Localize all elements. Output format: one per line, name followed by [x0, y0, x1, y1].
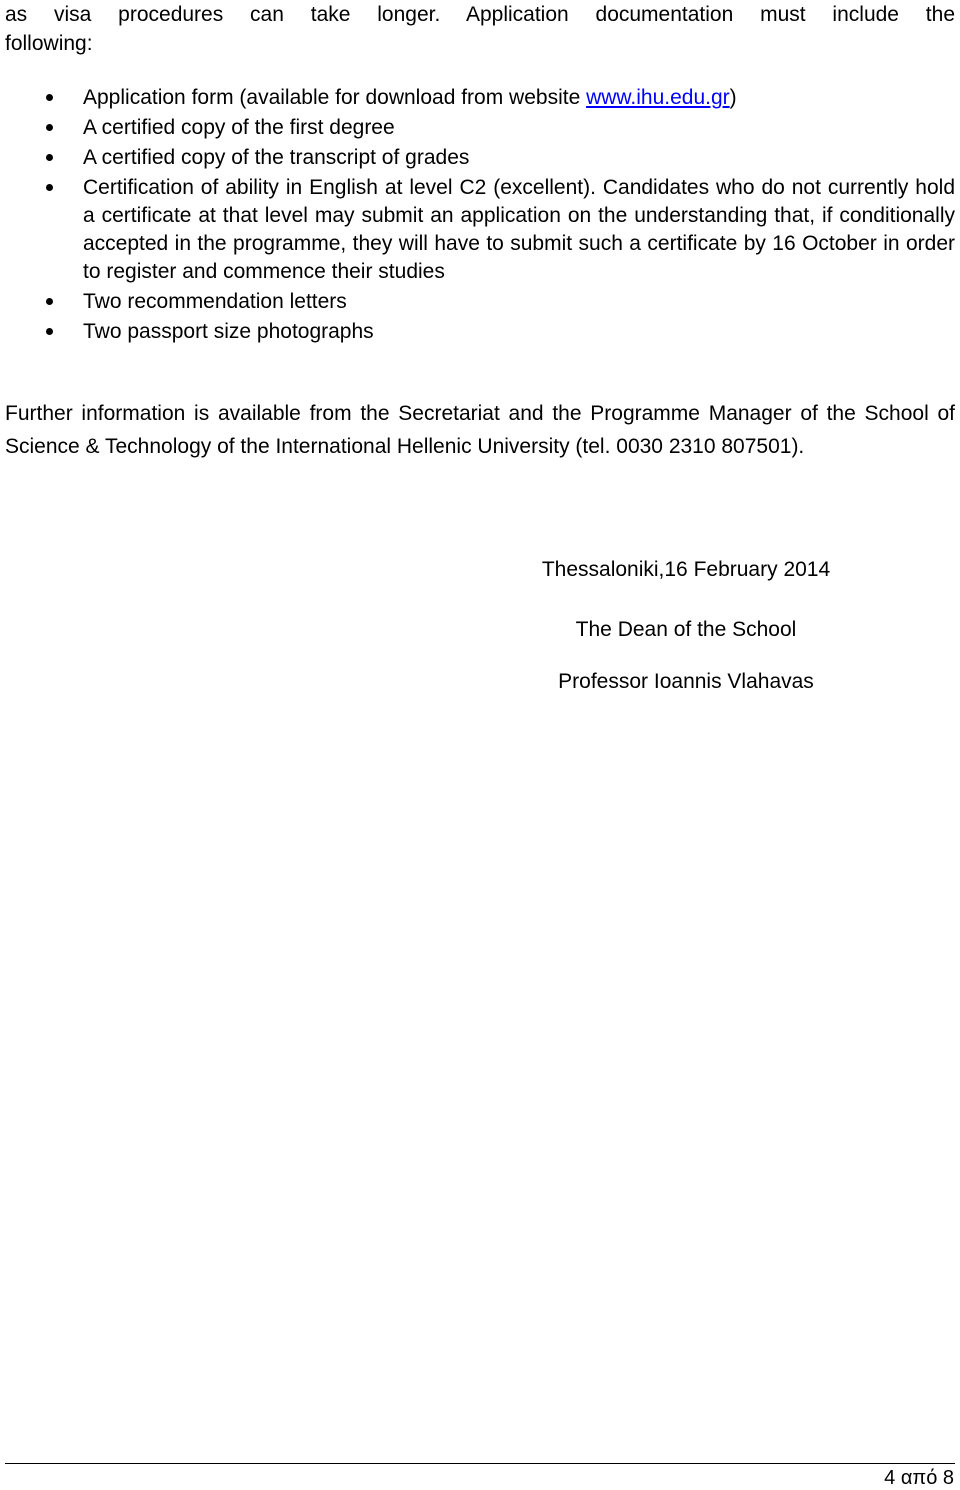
list-item — [0, 114, 960, 142]
list-item — [0, 288, 960, 316]
requirement-text: A certified copy of the first degree — [83, 116, 395, 139]
bullet-icon — [46, 184, 53, 191]
requirements-list — [0, 84, 960, 348]
list-item — [0, 84, 960, 112]
bullet-icon — [46, 154, 53, 161]
intro-line-1: as visa procedures can take longer. Application documentation must include the — [5, 3, 955, 26]
list-item — [0, 144, 960, 172]
bullet-icon — [46, 124, 53, 131]
page-number: 4 από 8 — [884, 1467, 954, 1489]
further-info-paragraph: Further information is available from the Secretariat and the Programme Manager of the School of Science & Technology of the International Hellenic University (tel. 0030 2310 807501). — [5, 402, 955, 458]
requirement-text: A certified copy of the transcript of grades — [83, 146, 470, 169]
requirement-text: Certification of ability in English at level C2 (excellent). Candidates who do not currently hold a certificate at that level may submit an application on the understanding that, if conditionally accepted in the programme, they will have to submit such a certificate by 16 October in order to register and commence their studies — [83, 176, 955, 283]
signature-name: Professor Ioannis Vlahavas — [558, 670, 814, 693]
bullet-icon — [46, 94, 53, 101]
list-item — [0, 318, 960, 346]
requirement-text: Two passport size photographs — [83, 320, 374, 343]
requirement-text: ) — [729, 86, 737, 109]
list-item — [0, 174, 960, 286]
intro-line-2: following: — [5, 32, 93, 55]
signature-place-date: Thessaloniki,16 February 2014 — [541, 558, 831, 581]
intro-paragraph — [5, 0, 955, 58]
footer-divider — [5, 1463, 955, 1464]
bullet-icon — [46, 328, 53, 335]
requirement-text: Two recommendation letters — [83, 290, 347, 313]
requirement-text: Application form (available for download from website — [83, 86, 587, 109]
website-link[interactable]: www.ihu.edu.gr — [586, 86, 730, 109]
bullet-icon — [46, 298, 53, 305]
signature-role: The Dean of the School — [575, 618, 797, 641]
